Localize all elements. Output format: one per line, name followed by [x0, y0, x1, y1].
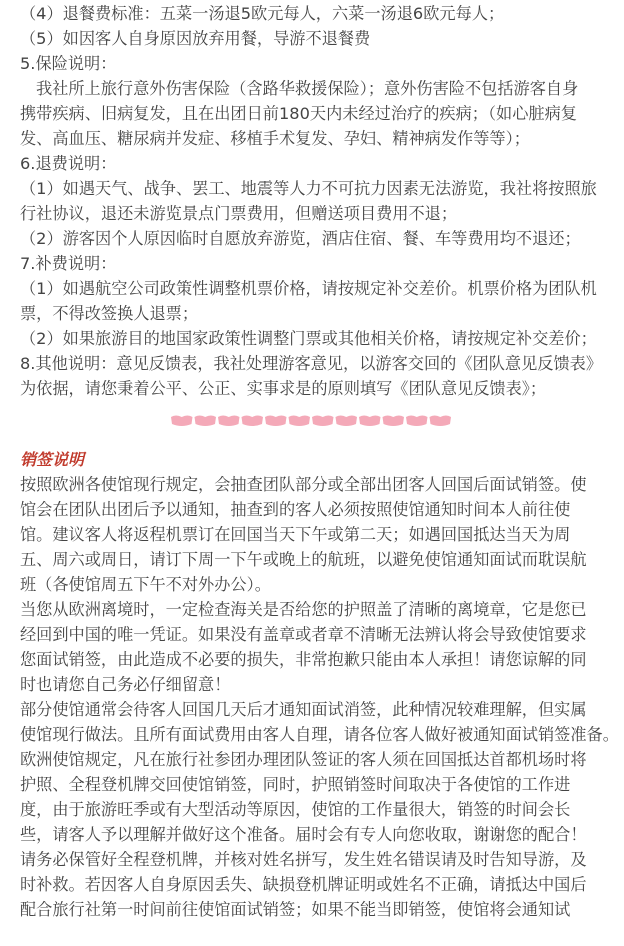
paragraph-line: 时也请您自己务必仔细留意！ — [20, 675, 231, 694]
text-line: （4）退餐费标准：五菜一汤退5欧元每人，六菜一汤退6欧元每人； — [20, 4, 505, 23]
text-line: 8.其他说明：意见反馈表，我社处理游客意见，以游客交回的《团队意见反馈表》 — [20, 354, 603, 373]
divider-petal — [336, 416, 358, 427]
paragraph-line: 度，由于旅游旺季或有大型活动等原因，使馆的工作量很大，销签的时间会长 — [20, 800, 571, 819]
paragraph-line: 当您从欧洲离境时，一定检查海关是否给您的护照盖了清晰的离境章，它是您已 — [20, 600, 587, 619]
divider-petal — [218, 416, 240, 427]
divider-pattern — [171, 416, 451, 427]
divider-petal — [406, 416, 428, 427]
paragraph-line: 使馆现行做法。且所有面试费用由客人自理，请各位客人做好被通知面试销签准备。 — [20, 725, 619, 744]
text-line: （2）游客因个人原因临时自愿放弃游览，酒店住宿、餐、车等费用均不退还； — [20, 229, 581, 248]
paragraph-line: 经回到中国的唯一凭证。如果没有盖章或者章不清晰无法辨认将会导致使馆要求 — [20, 625, 587, 644]
text-line: （2）如果旅游目的地国家政策性调整门票或其他相关价格，请按规定补交差价； — [20, 329, 597, 348]
text-line: （1）如遇航空公司政策性调整机票价格，请按规定补交差价。机票价格为团队机 — [20, 279, 597, 298]
paragraph-line: 馆会在团队出团后予以通知，抽查到的客人必须按照使馆通知时间本人前往使 — [20, 500, 571, 519]
section-title: 7.补费说明： — [20, 254, 117, 273]
text-line: 行社协议，退还未游览景点门票费用，但赠送项目费用不退； — [20, 204, 458, 223]
divider-petal — [312, 416, 334, 427]
text-line: （5）如因客人自身原因放弃用餐，导游不退餐费 — [20, 29, 371, 48]
divider-petal — [195, 416, 217, 427]
text-line: 票，不得改签换人退票； — [20, 304, 199, 323]
divider-petal — [265, 416, 287, 427]
paragraph-line: 您面试销签，由此造成不必要的损失，非常抱歉只能由本人承担！请您谅解的同 — [20, 650, 587, 669]
paragraph-line: 护照、全程登机牌交回使馆销签，同时，护照销签时间取决于各使馆的工作进 — [20, 775, 571, 794]
divider-petal — [171, 416, 193, 427]
divider-petal — [383, 416, 405, 427]
text-line: （1）如遇天气、战争、罢工、地震等人力不可抗力因素无法游览，我社将按照旅 — [20, 179, 597, 198]
text-line: 发、高血压、糖尿病并发症、移植手术复发、孕妇、精神病发作等等）； — [20, 129, 530, 148]
paragraph-line: 欧洲使馆规定，凡在旅行社参团办理团队签证的客人须在回国抵达首都机场时将 — [20, 750, 587, 769]
paragraph-line: 五、周六或周日，请订下周一下午或晚上的航班，以避免使馆通知面试而耽误航 — [20, 550, 587, 569]
text-line: 我社所上旅行意外伤害保险（含路华救援保险）；意外伤害险不包括游客自身 — [36, 79, 579, 98]
paragraph-line: 配合旅行社第一时间前往使馆面试销签；如果不能当即销签，使馆将会通知试 — [20, 900, 571, 919]
divider-petal — [242, 416, 264, 427]
paragraph-line: 部分使馆通常会待客人回国几天后才通知面试消签，此种情况较难理解，但实属 — [20, 700, 587, 719]
paragraph-line: 些，请客人予以理解并做好这个准备。届时会有专人向您收取，谢谢您的配合！ — [20, 825, 587, 844]
divider-petal — [289, 416, 311, 427]
paragraph-line: 馆。建议客人将返程机票订在回国当天下午或第二天；如遇回国抵达当天为周 — [20, 525, 571, 544]
section-title: 6.退费说明： — [20, 154, 117, 173]
divider-petal — [430, 416, 452, 427]
decorative-divider — [170, 414, 452, 428]
text-line: 携带疾病、旧病复发，且在出团日前180天内未经过治疗的疾病；（如心脏病复 — [20, 104, 577, 123]
paragraph-line: 请务必保管好全程登机牌，并核对姓名拼写，发生姓名错误请及时告知导游，及 — [20, 850, 587, 869]
text-line: 为依据，请您秉着公平、公正、实事求是的原则填写《团队意见反馈表》； — [20, 379, 547, 398]
divider-petal — [359, 416, 381, 427]
section-title: 5.保险说明： — [20, 54, 117, 73]
section-heading: 销签说明 — [20, 450, 85, 469]
paragraph-line: 按照欧洲各使馆现行规定，会抽查团队部分或全部出团客人回国后面试销签。使 — [20, 475, 587, 494]
paragraph-line: 班（各使馆周五下午不对外办公）。 — [20, 575, 271, 594]
paragraph-line: 时补救。若因客人自身原因丢失、缺损登机牌证明或姓名不正确，请抵达中国后 — [20, 875, 587, 894]
